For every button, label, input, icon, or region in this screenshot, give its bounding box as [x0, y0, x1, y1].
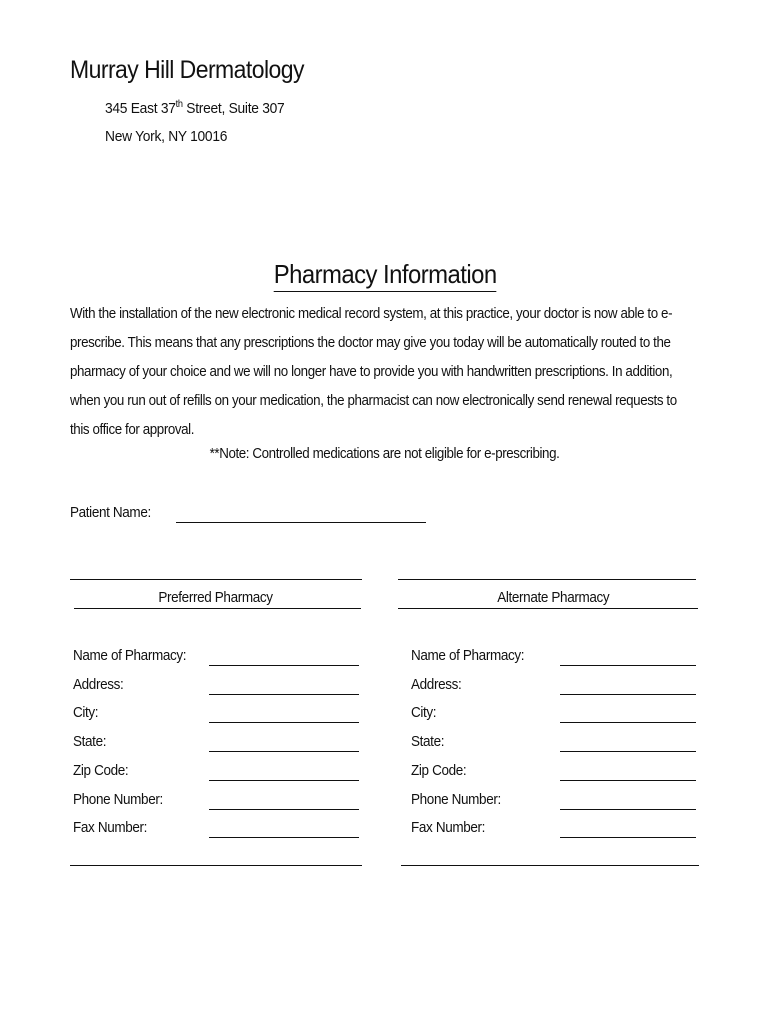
- controlled-medications-note: **Note: Controlled medications are not eligible for e-prescribing.: [210, 445, 560, 462]
- alternate-heading-wrap: [398, 589, 708, 606]
- preferred-field-label: Address:: [73, 676, 124, 693]
- preferred-field-input-line[interactable]: [209, 694, 359, 695]
- preferred-pharmacy-heading: Preferred Pharmacy: [158, 589, 274, 606]
- street-rest: Street, Suite 307: [182, 100, 285, 117]
- alternate-field-input-line[interactable]: [560, 780, 696, 781]
- preferred-heading-wrap: [70, 589, 362, 606]
- alternate-field-input-line[interactable]: [560, 809, 696, 810]
- patient-name-field[interactable]: [176, 522, 426, 523]
- alternate-heading-rule: [398, 608, 698, 609]
- clinic-street-address: [105, 100, 284, 117]
- clinic-name: Murray Hill Dermatology: [70, 56, 304, 84]
- preferred-field-label: Name of Pharmacy:: [73, 647, 187, 664]
- patient-name-label: Patient Name:: [70, 504, 151, 521]
- preferred-field-input-line[interactable]: [209, 751, 359, 752]
- alternate-field-label: Zip Code:: [411, 762, 467, 779]
- preferred-field-input-line[interactable]: [209, 837, 359, 838]
- alternate-field-input-line[interactable]: [560, 751, 696, 752]
- alternate-field-label: Address:: [411, 676, 462, 693]
- note-wrap: [0, 445, 770, 462]
- preferred-field-label: State:: [73, 733, 107, 750]
- preferred-field-input-line[interactable]: [209, 809, 359, 810]
- alternate-field-input-line[interactable]: [560, 837, 696, 838]
- alternate-field-label: Name of Pharmacy:: [411, 647, 525, 664]
- alternate-field-label: Phone Number:: [411, 791, 501, 808]
- street-suffix: th: [175, 99, 183, 110]
- alternate-field-input-line[interactable]: [560, 722, 696, 723]
- preferred-top-rule: [70, 579, 362, 580]
- preferred-field-label: Fax Number:: [73, 819, 148, 836]
- alternate-field-label: City:: [411, 704, 437, 721]
- alternate-field-input-line[interactable]: [560, 694, 696, 695]
- clinic-city-line: New York, NY 10016: [105, 128, 228, 145]
- alternate-pharmacy-heading: Alternate Pharmacy: [496, 589, 610, 606]
- preferred-heading-rule: [74, 608, 361, 609]
- alternate-bottom-rule: [401, 865, 699, 866]
- preferred-bottom-rule: [70, 865, 362, 866]
- preferred-field-input-line[interactable]: [209, 722, 359, 723]
- preferred-field-input-line[interactable]: [209, 780, 359, 781]
- intro-paragraph: With the installation of the new electronic medical record system, at this practice, your doctor is now able to e-prescribe. This means that any prescriptions the doctor may give you today will be automatically routed to the pharmacy of your choice and we will no longer have to provide you with handwritten prescriptions. In addition, when you run out of refills on your medication, the pharmacist can now electronically send renewal requests to this office for approval.: [70, 305, 677, 438]
- street-number: 345 East 37: [105, 100, 176, 117]
- preferred-field-input-line[interactable]: [209, 665, 359, 666]
- alternate-field-input-line[interactable]: [560, 665, 696, 666]
- alternate-top-rule: [398, 579, 696, 580]
- preferred-field-label: Phone Number:: [73, 791, 163, 808]
- page-title: Pharmacy Information: [274, 259, 497, 292]
- page-title-wrap: [0, 259, 770, 292]
- alternate-field-label: State:: [411, 733, 445, 750]
- preferred-field-label: City:: [73, 704, 99, 721]
- preferred-field-label: Zip Code:: [73, 762, 129, 779]
- alternate-field-label: Fax Number:: [411, 819, 486, 836]
